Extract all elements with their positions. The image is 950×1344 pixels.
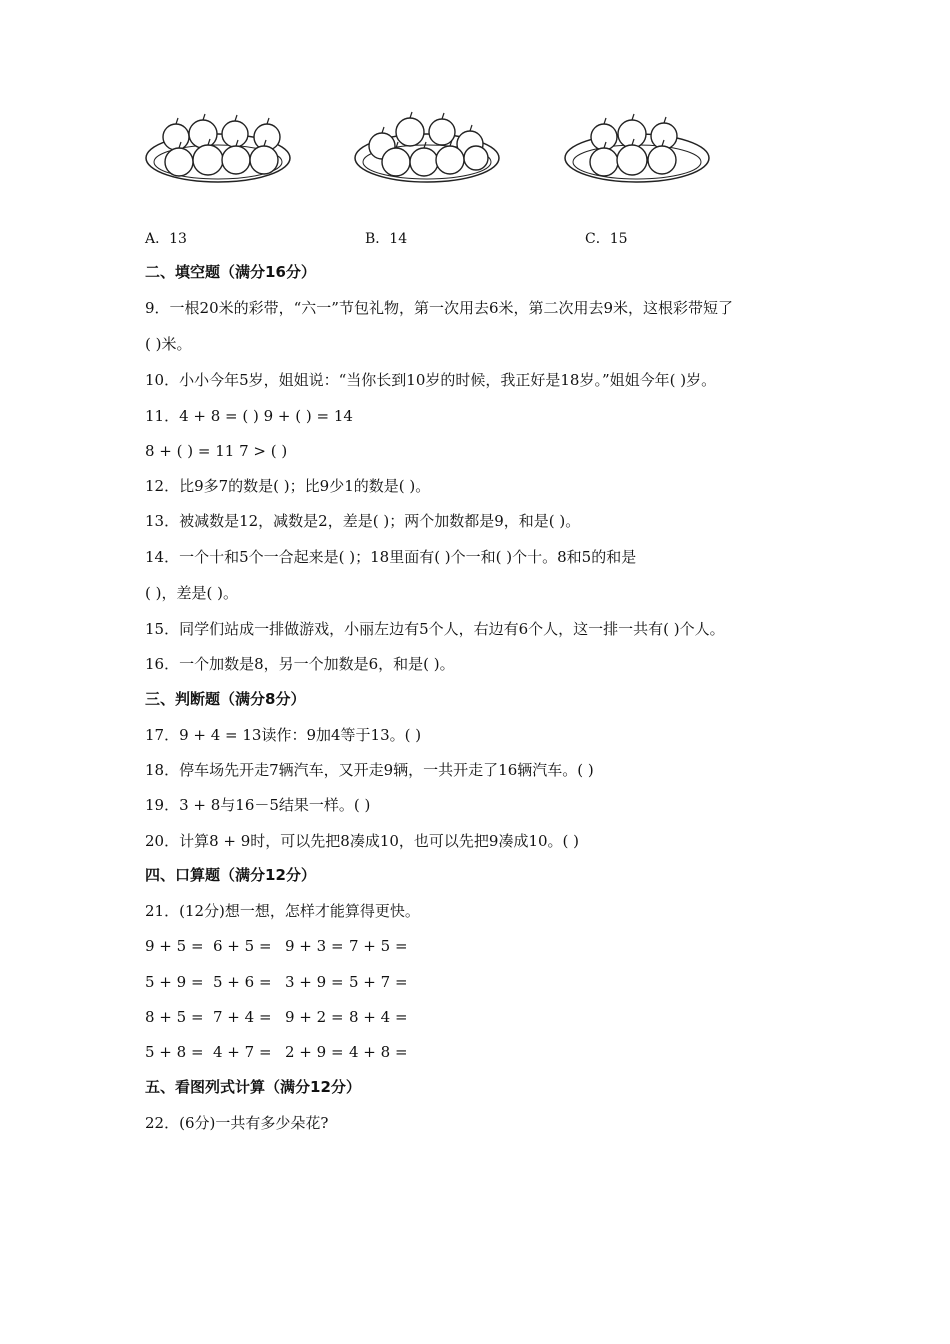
option-b[interactable]: B．14	[365, 231, 408, 247]
option-a[interactable]: A．13	[145, 231, 187, 247]
section-fill-heading: 二、填空题（满分16分）	[145, 263, 316, 281]
question-14-line2: ( )，差是( )。	[145, 584, 238, 602]
oral-calc-item: 2 + 9 =	[285, 1043, 344, 1061]
oral-calc-item: 9 + 5 =	[145, 937, 204, 955]
question-12: 12．比9多7的数是( )；比9少1的数是( )。	[145, 477, 431, 495]
section-oral-heading: 四、口算题（满分12分）	[145, 866, 316, 884]
question-22: 22．(6分)一共有多少朵花?	[145, 1114, 329, 1132]
oral-calc-item: 5 + 6 =	[213, 973, 272, 991]
oral-calc-item: 5 + 8 =	[145, 1043, 204, 1061]
question-10: 10．小小今年5岁，姐姐说：“当你长到10岁的时候，我正好是18岁。”姐姐今年( )岁。	[145, 371, 717, 389]
section-picture-heading: 五、看图列式计算（满分12分）	[145, 1078, 361, 1096]
oral-calc-item: 5 + 7 =	[349, 973, 408, 991]
oral-calc-item: 9 + 3 =	[285, 937, 344, 955]
question-11-line1: 11．4 + 8 = ( ) 9 + ( ) = 14	[145, 407, 353, 425]
question-21: 21．(12分)想一想，怎样才能算得更快。	[145, 902, 420, 920]
oral-calc-item: 7 + 5 =	[349, 937, 408, 955]
apple-plate-a-icon	[143, 110, 303, 200]
oral-calc-item: 9 + 2 =	[285, 1008, 344, 1026]
question-16: 16．一个加数是8，另一个加数是6，和是( )。	[145, 655, 455, 673]
question-20: 20．计算8 + 9时，可以先把8凑成10，也可以先把9凑成10。( )	[145, 832, 580, 850]
oral-calc-item: 8 + 4 =	[349, 1008, 408, 1026]
oral-calc-item: 7 + 4 =	[213, 1008, 272, 1026]
question-18: 18．停车场先开走7辆汽车，又开走9辆，一共开走了16辆汽车。( )	[145, 761, 594, 779]
question-13: 13．被减数是12，减数是2，差是( )；两个加数都是9，和是( )。	[145, 512, 581, 530]
question-11-line2: 8 + ( ) = 11 7 > ( )	[145, 442, 288, 460]
oral-calc-item: 8 + 5 =	[145, 1008, 204, 1026]
question-17: 17．9 + 4 = 13读作：9加4等于13。( )	[145, 726, 422, 744]
oral-calc-item: 4 + 7 =	[213, 1043, 272, 1061]
oral-calc-item: 6 + 5 =	[213, 937, 272, 955]
question-9-line1: 9．一根20米的彩带，“六一”节包礼物，第一次用去6米，第二次用去9米，这根彩带短了	[145, 299, 734, 317]
question-14-line1: 14．一个十和5个一合起来是( )；18里面有( )个一和( )个十。8和5的和是	[145, 548, 637, 566]
question-15: 15．同学们站成一排做游戏，小丽左边有5个人，右边有6个人，这一排一共有( )个人。	[145, 620, 725, 638]
apple-plate-c-icon	[562, 110, 722, 200]
option-c[interactable]: C．15	[585, 231, 628, 247]
question-19: 19．3 + 8与16－5结果一样。( )	[145, 796, 371, 814]
question-9-line2: ( )米。	[145, 335, 192, 353]
apple-plate-b-icon	[352, 110, 512, 200]
section-judge-heading: 三、判断题（满分8分）	[145, 690, 306, 708]
oral-calc-item: 5 + 9 =	[145, 973, 204, 991]
oral-calc-item: 3 + 9 =	[285, 973, 344, 991]
oral-calc-item: 4 + 8 =	[349, 1043, 408, 1061]
